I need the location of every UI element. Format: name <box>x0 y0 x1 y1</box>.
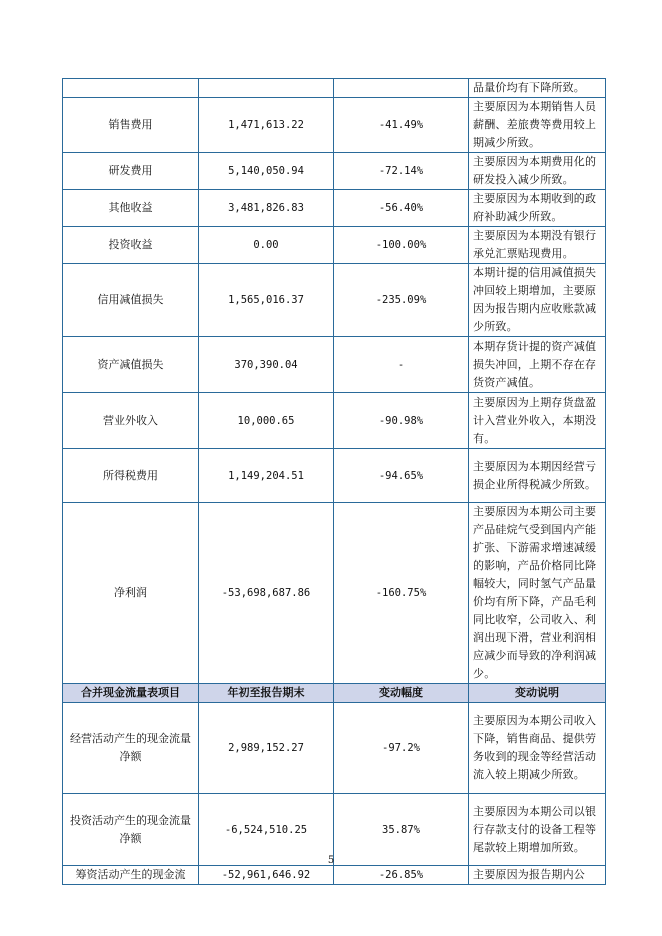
row-item: 筹资活动产生的现金流 <box>63 866 199 885</box>
row-desc: 主要原因为本期收到的政府补助减少所致。 <box>469 190 606 227</box>
page-number: 5 <box>327 855 335 866</box>
column-header: 变动说明 <box>469 684 606 703</box>
row-change: -97.2% <box>334 703 469 794</box>
table-row <box>63 449 606 503</box>
row-amount: 1,471,613.22 <box>199 98 334 153</box>
row-amount: -6,524,510.25 <box>199 794 334 866</box>
row-amount: 10,000.65 <box>199 393 334 449</box>
row-desc: 主要原因为上期存货盘盈计入营业外收入，本期没有。 <box>469 393 606 449</box>
row-item: 信用减值损失 <box>63 264 199 337</box>
financial-change-table <box>62 78 606 885</box>
row-change: -90.98% <box>334 393 469 449</box>
column-header: 合并现金流量表项目 <box>63 684 199 703</box>
row-change: -72.14% <box>334 153 469 190</box>
row-item: 销售费用 <box>63 98 199 153</box>
row-desc: 主要原因为本期公司收入下降，销售商品、提供劳务收到的现金等经营活动流入较上期减少所致。 <box>469 703 606 794</box>
row-change: -160.75% <box>334 503 469 684</box>
row-amount: 1,149,204.51 <box>199 449 334 503</box>
table-row <box>63 866 606 885</box>
row-change: -56.40% <box>334 190 469 227</box>
row-item: 资产减值损失 <box>63 337 199 393</box>
table-row <box>63 703 606 794</box>
row-change: -26.85% <box>334 866 469 885</box>
row-item: 投资收益 <box>63 227 199 264</box>
row-amount <box>199 79 334 98</box>
row-desc: 主要原因为本期公司主要产品硅烷气受到国内产能扩张、下游需求增速减缓的影响，产品价格同比降幅较大，同时氢气产品量价均有所下降，产品毛利同比收窄，公司收入、利润出现下滑，营业利润相应减少而导致的净利润减少。 <box>469 503 606 684</box>
row-item: 经营活动产生的现金流量净额 <box>63 703 199 794</box>
table-row <box>63 79 606 98</box>
row-desc: 品量价均有下降所致。 <box>469 79 606 98</box>
row-desc: 本期计提的信用减值损失冲回较上期增加，主要原因为报告期内应收账款减少所致。 <box>469 264 606 337</box>
row-desc: 主要原因为本期因经营亏损企业所得税减少所致。 <box>469 449 606 503</box>
column-header: 变动幅度 <box>334 684 469 703</box>
row-item: 其他收益 <box>63 190 199 227</box>
row-item: 净利润 <box>63 503 199 684</box>
row-change: -235.09% <box>334 264 469 337</box>
column-header: 年初至报告期末 <box>199 684 334 703</box>
row-change: -100.00% <box>334 227 469 264</box>
row-desc: 本期存货计提的资产减值损失冲回，上期不存在存货资产减值。 <box>469 337 606 393</box>
row-item <box>63 79 199 98</box>
table-row <box>63 98 606 153</box>
row-item: 营业外收入 <box>63 393 199 449</box>
row-desc: 主要原因为本期销售人员薪酬、差旅费等费用较上期减少所致。 <box>469 98 606 153</box>
table-row <box>63 264 606 337</box>
table-row <box>63 337 606 393</box>
row-change: -41.49% <box>334 98 469 153</box>
row-desc: 主要原因为本期费用化的研发投入减少所致。 <box>469 153 606 190</box>
row-amount: 1,565,016.37 <box>199 264 334 337</box>
row-desc: 主要原因为本期公司以银行存款支付的设备工程等尾款较上期增加所致。 <box>469 794 606 866</box>
row-amount: -53,698,687.86 <box>199 503 334 684</box>
row-change: -94.65% <box>334 449 469 503</box>
table-row <box>63 227 606 264</box>
row-change: 35.87% <box>334 794 469 866</box>
row-item: 投资活动产生的现金流量净额 <box>63 794 199 866</box>
row-amount: 0.00 <box>199 227 334 264</box>
row-desc: 主要原因为报告期内公 <box>469 866 606 885</box>
table-row <box>63 190 606 227</box>
cashflow-header-row <box>63 684 606 703</box>
row-amount: -52,961,646.92 <box>199 866 334 885</box>
table-row <box>63 393 606 449</box>
row-amount: 2,989,152.27 <box>199 703 334 794</box>
row-item: 所得税费用 <box>63 449 199 503</box>
table-row <box>63 153 606 190</box>
row-amount: 370,390.04 <box>199 337 334 393</box>
row-item: 研发费用 <box>63 153 199 190</box>
table-row <box>63 503 606 684</box>
row-amount: 5,140,050.94 <box>199 153 334 190</box>
row-change: - <box>334 337 469 393</box>
row-amount: 3,481,826.83 <box>199 190 334 227</box>
row-change <box>334 79 469 98</box>
row-desc: 主要原因为本期没有银行承兑汇票贴现费用。 <box>469 227 606 264</box>
